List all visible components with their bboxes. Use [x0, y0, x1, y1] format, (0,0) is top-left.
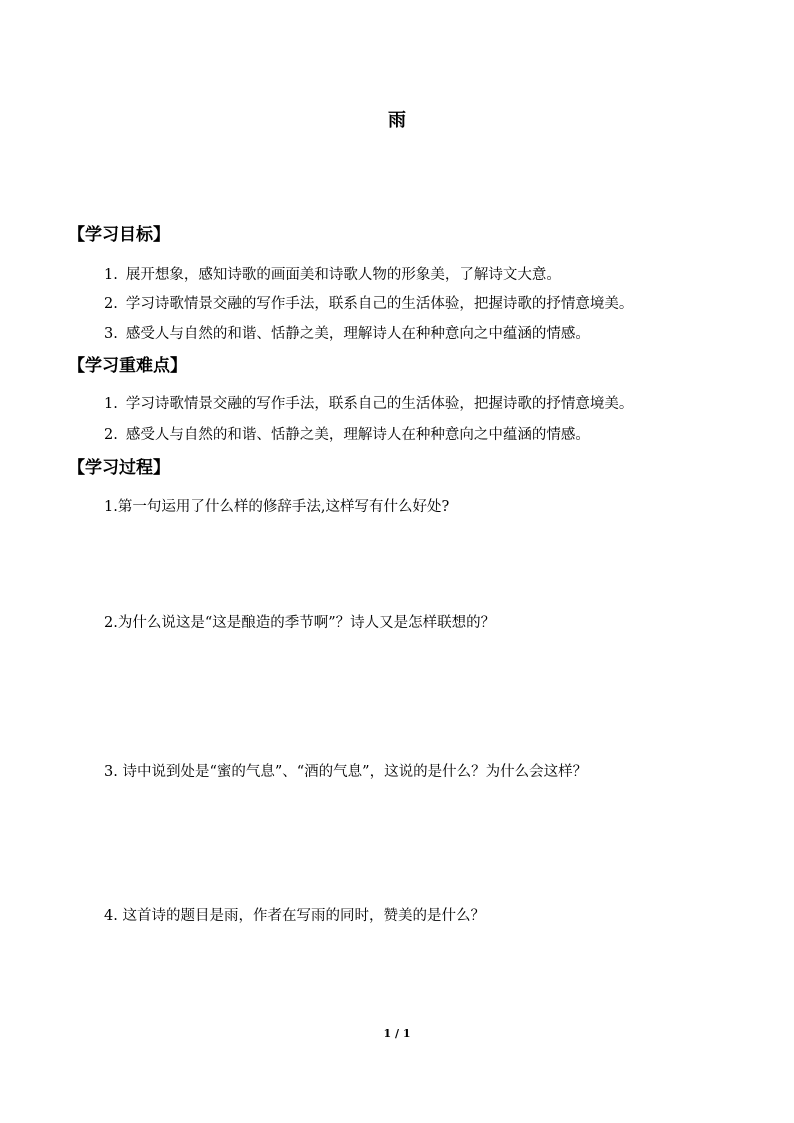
list-number: 2.: [104, 296, 118, 312]
page-number: 1 / 1: [383, 1027, 411, 1040]
list-text: 学习诗歌情景交融的写作手法，联系自己的生活体验，把握诗歌的抒情意境美。: [125, 396, 634, 412]
key-point-item-1: [104, 392, 633, 413]
list-number: 2.: [104, 427, 118, 443]
list-number: 1.: [104, 396, 118, 412]
section-heading-objectives: 【学习目标】: [68, 225, 170, 245]
question-4: 4. 这首诗的题目是雨，作者在写雨的同时，赞美的是什么？: [104, 908, 485, 924]
list-text: 感受人与自然的和谐、恬静之美，理解诗人在种种意向之中蕴涵的情感。: [125, 427, 590, 443]
question-3: 3. 诗中说到处是“蜜的气息”、“酒的气息”，这说的是什么？为什么会这样？: [104, 764, 588, 780]
page-title: 雨: [388, 110, 406, 131]
objective-item-3: [104, 322, 590, 343]
list-text: 感受人与自然的和谐、恬静之美，理解诗人在种种意向之中蕴涵的情感。: [125, 326, 590, 342]
list-text: 学习诗歌情景交融的写作手法，联系自己的生活体验，把握诗歌的抒情意境美。: [125, 296, 634, 312]
question-2: 2.为什么说这是“这是酿造的季节啊”？诗人又是怎样联想的？: [104, 615, 496, 631]
objective-item-2: [104, 292, 633, 313]
objective-item-1: [104, 263, 561, 284]
section-heading-key-points: 【学习重难点】: [68, 356, 187, 376]
list-text: 展开想象，感知诗歌的画面美和诗歌人物的形象美，了解诗文大意。: [125, 267, 561, 283]
list-number: 1.: [104, 267, 118, 283]
section-heading-process: 【学习过程】: [68, 458, 170, 478]
question-1: 1.第一句运用了什么样的修辞手法,这样写有什么好处?: [104, 499, 450, 515]
list-number: 3.: [104, 326, 118, 342]
key-point-item-2: [104, 423, 590, 444]
